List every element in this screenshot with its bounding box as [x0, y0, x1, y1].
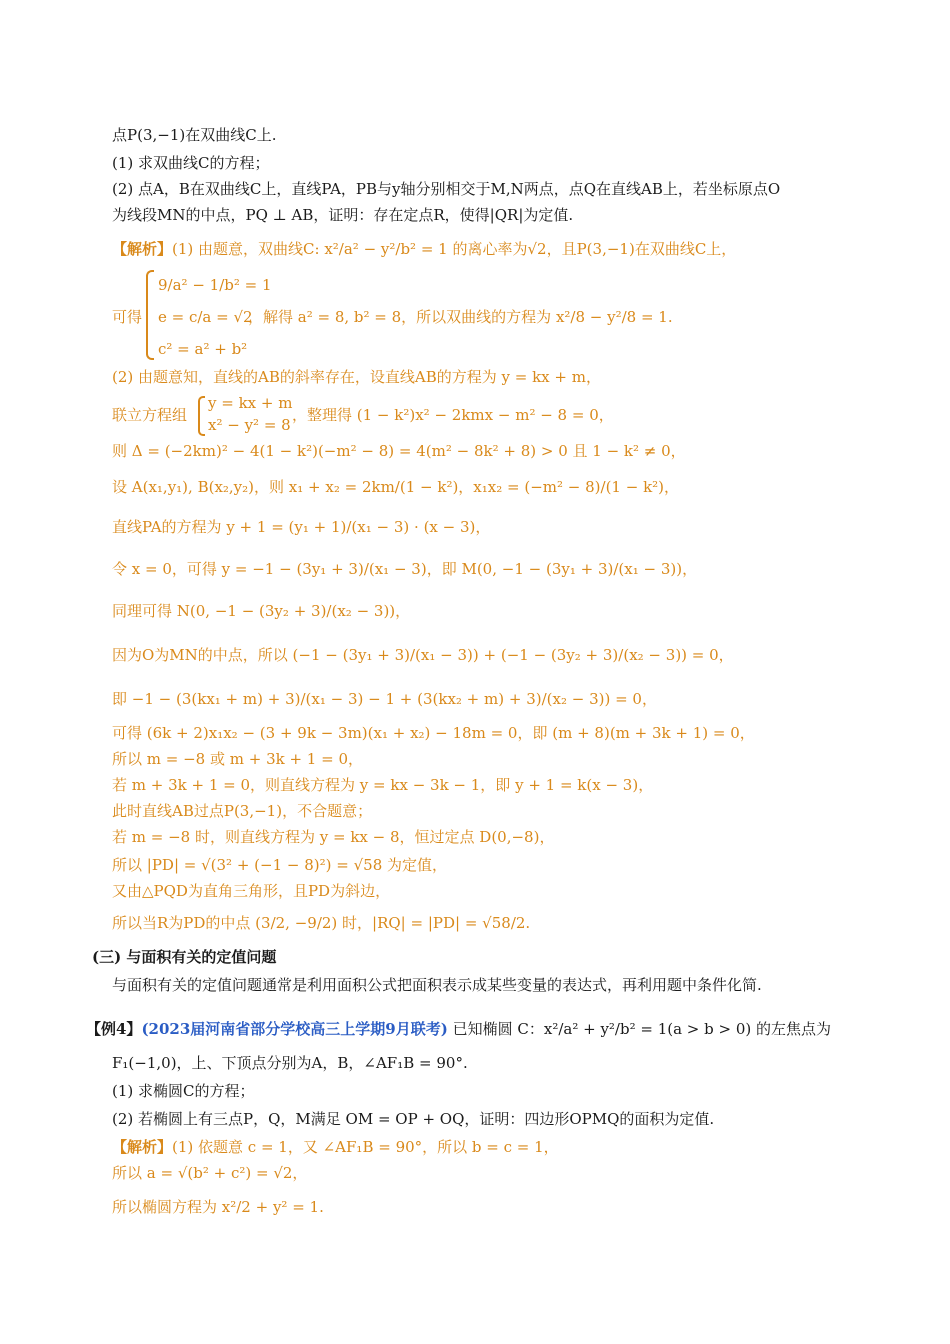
solution-text: 可得 [112, 308, 143, 326]
solution-text: 所以当R为PD的中点 (3/2, −9/2) 时，|RQ| = |PD| = √58/2. [112, 914, 531, 932]
solution-text: 联立方程组 [112, 406, 188, 424]
solution-text: 同理可得 N(0, −1 − (3y₂ + 3)/(x₂ − 3))， [112, 602, 411, 620]
solution-text: 令 x = 0，可得 y = −1 − (3y₁ + 3)/(x₁ − 3)，即 M(0, −1 − (3y₁ + 3)/(x₁ − 3))， [112, 560, 698, 578]
solution-text: ，解得 a² = 8, b² = 8，所以双曲线的方程为 x²/8 − y²/8 = 1. [248, 308, 673, 326]
example-heading [86, 1020, 831, 1038]
example-text: (2) 若椭圆上有三点P，Q，M满足 OM = OP + OQ，证明：四边形OPMQ的面积为定值. [112, 1110, 715, 1128]
system-eq: 9/a² − 1/b² = 1 [158, 276, 272, 294]
solution-text: 直线PA的方程为 y + 1 = (y₁ + 1)/(x₁ − 3) · (x − 3)， [112, 518, 491, 536]
solution-text: 因为O为MN的中点，所以 (−1 − (3y₁ + 3)/(x₁ − 3)) + (−1 − (3y₂ + 3)/(x₂ − 3)) = 0， [112, 646, 734, 664]
problem-line: (2) 点A，B在双曲线C上，直线PA，PB与y轴分别相交于M,N两点，点Q在直线AB上，若坐标原点O [112, 180, 781, 198]
solution-text: 所以 a = √(b² + c²) = √2， [112, 1164, 308, 1182]
solution-text: ，整理得 (1 − k²)x² − 2kmx − m² − 8 = 0， [292, 406, 614, 424]
solution-tag: 【解析】 [112, 1138, 173, 1156]
example-text: 已知椭圆 C：x²/a² + y²/b² = 1(a > b > 0) 的左焦点为 [452, 1020, 832, 1038]
problem-line: 为线段MN的中点，PQ ⊥ AB，证明：存在定点R，使得|QR|为定值. [112, 206, 574, 224]
problem-line: 点P(3,−1)在双曲线C上. [112, 126, 277, 144]
solution-text: 可得 (6k + 2)x₁x₂ − (3 + 9k − 3m)(x₁ + x₂) − 18m = 0，即 (m + 8)(m + 3k + 1) = 0， [112, 724, 755, 742]
solution-tag: 【解析】 [112, 240, 173, 258]
example-text: F₁(−1,0)，上、下顶点分别为A，B，∠AF₁B = 90°. [112, 1054, 468, 1072]
solution-text: 又由△PQD为直角三角形，且PD为斜边， [112, 882, 391, 900]
solution-text: (1) 依题意 c = 1，又 ∠AF₁B = 90°，所以 b = c = 1， [172, 1138, 559, 1156]
solution-text: 所以 m = −8 或 m + 3k + 1 = 0， [112, 750, 364, 768]
solution-text: 若 m = −8 时，则直线方程为 y = kx − 8，恒过定点 D(0,−8)， [112, 828, 555, 846]
solution-text: (1) 由题意，双曲线C: x²/a² − y²/b² = 1 的离心率为√2，且P(3,−1)在双曲线C上， [172, 240, 737, 258]
system-eq: y = kx + m [208, 394, 293, 412]
example-source: (2023届河南省部分学校高三上学期9月联考) [141, 1020, 448, 1038]
section-description: 与面积有关的定值问题通常是利用面积公式把面积表示成某些变量的表达式，再利用题中条件化简. [112, 976, 762, 994]
solution-text: 所以 |PD| = √(3² + (−1 − 8)²) = √58 为定值， [112, 856, 448, 874]
system-eq: e = c/a = √2 [158, 308, 253, 326]
solution-text: 此时直线AB过点P(3,−1)，不合题意； [112, 802, 373, 820]
solution-text: 即 −1 − (3(kx₁ + m) + 3)/(x₁ − 3) − 1 + (3(kx₂ + m) + 3)/(x₂ − 3)) = 0， [112, 690, 657, 708]
solution-text: 所以椭圆方程为 x²/2 + y² = 1. [112, 1198, 324, 1216]
solution-text: 若 m + 3k + 1 = 0，则直线方程为 y = kx − 3k − 1，即 y + 1 = k(x − 3)， [112, 776, 654, 794]
problem-line: (1) 求双曲线C的方程； [112, 154, 270, 172]
example-label: 【例4】 [86, 1020, 142, 1038]
solution-text: 则 Δ = (−2km)² − 4(1 − k²)(−m² − 8) = 4(m² − 8k² + 8) > 0 且 1 − k² ≠ 0， [112, 442, 686, 460]
solution-text: (2) 由题意知，直线的AB的斜率存在，设直线AB的方程为 y = kx + m， [112, 368, 601, 386]
equation-system-brace [198, 396, 205, 436]
example-text: (1) 求椭圆C的方程； [112, 1082, 255, 1100]
system-eq: c² = a² + b² [158, 340, 248, 358]
equation-system-brace [146, 270, 154, 360]
section-title: (三) 与面积有关的定值问题 [92, 948, 277, 966]
solution-line [112, 240, 736, 258]
solution-text: 设 A(x₁,y₁), B(x₂,y₂)，则 x₁ + x₂ = 2km/(1 − k²)，x₁x₂ = (−m² − 8)/(1 − k²)， [112, 478, 680, 496]
solution-line [112, 1138, 559, 1156]
system-eq: x² − y² = 8 [208, 416, 291, 434]
